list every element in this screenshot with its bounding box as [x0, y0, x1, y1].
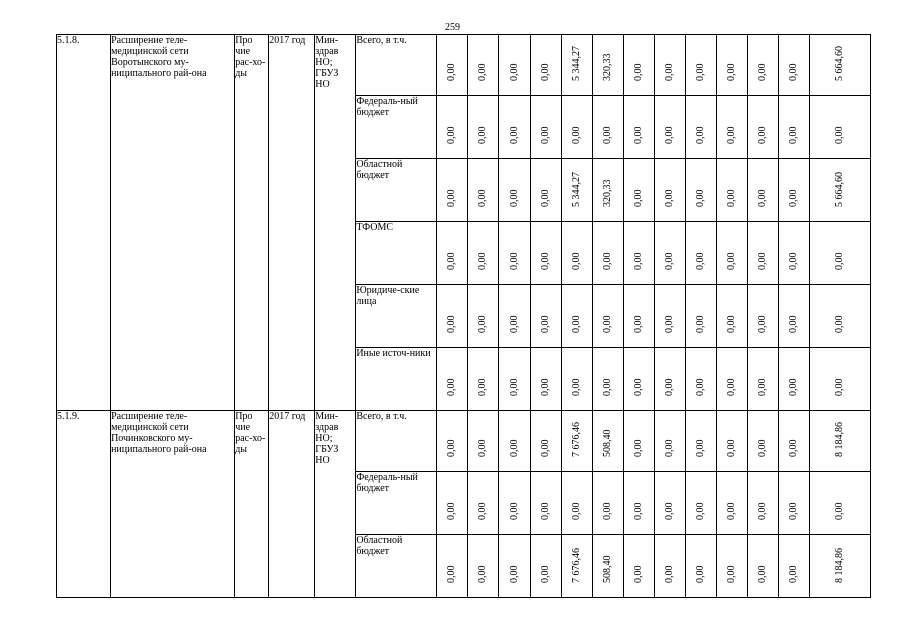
- value-cell: [778, 96, 809, 159]
- value-cell: [592, 35, 623, 96]
- value-text: 0,00: [725, 439, 737, 457]
- section-executor: Мин-здрав НО; ГБУЗ НО: [315, 35, 356, 411]
- value-cell: [778, 472, 809, 535]
- funding-source: Всего, в т.ч.: [356, 411, 437, 472]
- value-cell: [778, 411, 809, 472]
- value-text: 7 676,46: [570, 548, 582, 583]
- value-cell: [468, 96, 499, 159]
- value-text: 0,00: [601, 252, 613, 270]
- value-cell: [499, 222, 530, 285]
- budget-table: [56, 34, 871, 598]
- page-number: 259: [445, 22, 460, 33]
- value-text: 0,00: [663, 502, 675, 520]
- value-cell: [747, 96, 778, 159]
- value-cell: [592, 285, 623, 348]
- value-cell: [561, 472, 592, 535]
- value-cell: [468, 411, 499, 472]
- value-text: 0,00: [508, 63, 520, 81]
- value-cell: [809, 411, 870, 472]
- value-cell: [747, 159, 778, 222]
- value-cell: [685, 348, 716, 411]
- funding-source: Всего, в т.ч.: [356, 35, 437, 96]
- value-cell: [716, 411, 747, 472]
- value-cell: [809, 285, 870, 348]
- value-cell: [654, 35, 685, 96]
- value-text: 0,00: [663, 439, 675, 457]
- table-row: [57, 411, 871, 472]
- value-cell: [530, 348, 561, 411]
- value-cell: [716, 222, 747, 285]
- value-cell: [809, 535, 870, 598]
- value-text: 0,00: [725, 502, 737, 520]
- value-text: 0,00: [694, 189, 706, 207]
- value-cell: [468, 285, 499, 348]
- value-cell: [468, 472, 499, 535]
- value-cell: [654, 222, 685, 285]
- value-cell: [716, 348, 747, 411]
- value-text: 0,00: [694, 252, 706, 270]
- value-cell: [499, 35, 530, 96]
- value-text: 0,00: [725, 565, 737, 583]
- value-cell: [530, 35, 561, 96]
- value-text: 0,00: [539, 378, 551, 396]
- funding-source: Областной бюджет: [356, 159, 437, 222]
- value-text: 0,00: [477, 63, 489, 81]
- value-cell: [561, 285, 592, 348]
- value-text: 0,00: [756, 315, 768, 333]
- value-text: 0,00: [508, 189, 520, 207]
- value-text: 0,00: [756, 189, 768, 207]
- section-name: Расширение теле-медицинской сети Воротынского му-ниципального рай-она: [111, 35, 235, 411]
- value-cell: [778, 348, 809, 411]
- value-text: 0,00: [508, 252, 520, 270]
- value-cell: [809, 159, 870, 222]
- value-text: 0,00: [632, 252, 644, 270]
- value-text: 0,00: [570, 315, 582, 333]
- value-text: 0,00: [570, 252, 582, 270]
- value-cell: [623, 472, 654, 535]
- value-cell: [499, 535, 530, 598]
- value-text: 0,00: [477, 315, 489, 333]
- value-cell: [654, 285, 685, 348]
- value-cell: [592, 222, 623, 285]
- value-text: 0,00: [508, 439, 520, 457]
- value-cell: [499, 348, 530, 411]
- value-cell: [499, 96, 530, 159]
- value-cell: [685, 285, 716, 348]
- value-cell: [530, 411, 561, 472]
- value-text: 0,00: [833, 252, 845, 270]
- value-text: 0,00: [508, 126, 520, 144]
- value-cell: [778, 222, 809, 285]
- value-text: 0,00: [632, 502, 644, 520]
- value-cell: [747, 535, 778, 598]
- value-cell: [561, 159, 592, 222]
- value-text: 0,00: [477, 439, 489, 457]
- value-text: 0,00: [446, 315, 458, 333]
- value-cell: [530, 96, 561, 159]
- section-name: Расширение теле-медицинской сети Починковского му-ниципального рай-она: [111, 411, 235, 598]
- funding-source: Федераль-ный бюджет: [356, 96, 437, 159]
- value-cell: [778, 285, 809, 348]
- value-cell: [716, 96, 747, 159]
- value-cell: [499, 159, 530, 222]
- value-text: 0,00: [694, 565, 706, 583]
- value-cell: [561, 96, 592, 159]
- value-cell: [654, 472, 685, 535]
- section-year: 2017 год: [269, 35, 315, 411]
- value-text: 0,00: [663, 252, 675, 270]
- value-text: 0,00: [663, 315, 675, 333]
- value-text: 0,00: [632, 378, 644, 396]
- value-text: 0,00: [756, 502, 768, 520]
- value-cell: [685, 159, 716, 222]
- value-cell: [623, 222, 654, 285]
- value-text: 0,00: [694, 378, 706, 396]
- value-text: 0,00: [539, 189, 551, 207]
- value-text: 0,00: [601, 378, 613, 396]
- value-text: 8 184,86: [833, 422, 845, 457]
- value-cell: [685, 222, 716, 285]
- value-cell: [437, 96, 468, 159]
- value-text: 0,00: [601, 315, 613, 333]
- value-cell: [437, 159, 468, 222]
- value-text: 0,00: [787, 252, 799, 270]
- value-text: 0,00: [725, 315, 737, 333]
- funding-source: Юридиче-ские лица: [356, 285, 437, 348]
- value-text: 0,00: [446, 126, 458, 144]
- value-text: 0,00: [663, 189, 675, 207]
- value-text: 0,00: [725, 63, 737, 81]
- value-text: 508,40: [601, 429, 613, 457]
- value-cell: [809, 472, 870, 535]
- value-text: 0,00: [756, 565, 768, 583]
- value-text: 0,00: [694, 126, 706, 144]
- value-text: 0,00: [725, 189, 737, 207]
- value-text: 0,00: [632, 126, 644, 144]
- value-text: 0,00: [833, 378, 845, 396]
- value-cell: [561, 222, 592, 285]
- value-cell: [685, 35, 716, 96]
- value-text: 0,00: [446, 565, 458, 583]
- value-text: 0,00: [508, 502, 520, 520]
- value-cell: [716, 35, 747, 96]
- value-cell: [561, 411, 592, 472]
- value-cell: [530, 285, 561, 348]
- value-text: 0,00: [787, 502, 799, 520]
- value-text: 0,00: [725, 378, 737, 396]
- value-cell: [747, 348, 778, 411]
- value-cell: [499, 285, 530, 348]
- value-cell: [468, 159, 499, 222]
- value-text: 0,00: [694, 502, 706, 520]
- value-text: 8 184,86: [833, 548, 845, 583]
- value-cell: [437, 348, 468, 411]
- value-cell: [685, 472, 716, 535]
- value-cell: [747, 472, 778, 535]
- value-text: 0,00: [601, 502, 613, 520]
- value-text: 0,00: [508, 315, 520, 333]
- value-text: 0,00: [570, 126, 582, 144]
- value-text: 0,00: [477, 565, 489, 583]
- value-text: 0,00: [539, 126, 551, 144]
- value-cell: [685, 96, 716, 159]
- value-text: 0,00: [833, 315, 845, 333]
- value-cell: [468, 348, 499, 411]
- value-cell: [623, 35, 654, 96]
- value-text: 0,00: [539, 63, 551, 81]
- value-text: 0,00: [539, 565, 551, 583]
- expense-type: Про чие рас-хо-ды: [235, 35, 269, 411]
- value-text: 5 344,27: [570, 172, 582, 207]
- value-text: 0,00: [446, 378, 458, 396]
- table-body: [57, 35, 871, 598]
- value-cell: [468, 35, 499, 96]
- value-text: 0,00: [632, 439, 644, 457]
- value-cell: [561, 35, 592, 96]
- value-text: 0,00: [539, 439, 551, 457]
- value-cell: [716, 472, 747, 535]
- value-cell: [437, 285, 468, 348]
- section-code: 5.1.8.: [57, 35, 111, 411]
- value-text: 0,00: [477, 378, 489, 396]
- value-text: 0,00: [694, 63, 706, 81]
- value-text: 0,00: [446, 502, 458, 520]
- section-year: 2017 год: [269, 411, 315, 598]
- value-text: 0,00: [787, 565, 799, 583]
- value-cell: [623, 159, 654, 222]
- value-text: 0,00: [787, 189, 799, 207]
- value-cell: [809, 96, 870, 159]
- value-cell: [623, 285, 654, 348]
- value-text: 0,00: [570, 502, 582, 520]
- value-cell: [747, 411, 778, 472]
- value-text: 0,00: [756, 126, 768, 144]
- value-text: 0,00: [601, 126, 613, 144]
- value-text: 0,00: [663, 565, 675, 583]
- value-text: 0,00: [787, 378, 799, 396]
- value-cell: [778, 535, 809, 598]
- table-row: [57, 35, 871, 96]
- expense-type: Про чие рас-хо-ды: [235, 411, 269, 598]
- value-text: 0,00: [446, 63, 458, 81]
- value-cell: [654, 348, 685, 411]
- value-cell: [592, 96, 623, 159]
- funding-source: Федераль-ный бюджет: [356, 472, 437, 535]
- value-cell: [716, 535, 747, 598]
- funding-source: Иные источ-ники: [356, 348, 437, 411]
- value-cell: [716, 159, 747, 222]
- value-cell: [530, 472, 561, 535]
- value-text: 0,00: [570, 378, 582, 396]
- value-text: 0,00: [539, 502, 551, 520]
- value-cell: [654, 159, 685, 222]
- value-cell: [685, 411, 716, 472]
- value-text: 0,00: [477, 502, 489, 520]
- value-cell: [468, 535, 499, 598]
- value-text: 0,00: [446, 189, 458, 207]
- value-cell: [654, 411, 685, 472]
- value-text: 0,00: [756, 63, 768, 81]
- value-text: 0,00: [663, 378, 675, 396]
- value-cell: [592, 472, 623, 535]
- value-cell: [809, 35, 870, 96]
- value-text: 5 344,27: [570, 46, 582, 81]
- funding-source: ТФОМС: [356, 222, 437, 285]
- value-cell: [592, 535, 623, 598]
- value-text: 0,00: [446, 252, 458, 270]
- value-cell: [592, 348, 623, 411]
- value-text: 0,00: [632, 189, 644, 207]
- value-cell: [623, 96, 654, 159]
- value-text: 0,00: [446, 439, 458, 457]
- value-cell: [530, 222, 561, 285]
- value-cell: [623, 535, 654, 598]
- value-cell: [592, 411, 623, 472]
- value-text: 320,33: [601, 53, 613, 81]
- value-text: 0,00: [477, 126, 489, 144]
- value-cell: [778, 159, 809, 222]
- section-executor: Мин-здрав НО; ГБУЗ НО: [315, 411, 356, 598]
- section-code: 5.1.9.: [57, 411, 111, 598]
- value-cell: [654, 535, 685, 598]
- value-text: 0,00: [694, 439, 706, 457]
- value-text: 7 676,46: [570, 422, 582, 457]
- value-cell: [468, 222, 499, 285]
- value-cell: [499, 411, 530, 472]
- value-text: 0,00: [694, 315, 706, 333]
- value-cell: [437, 472, 468, 535]
- value-cell: [499, 472, 530, 535]
- value-cell: [437, 222, 468, 285]
- value-text: 0,00: [787, 439, 799, 457]
- value-cell: [437, 411, 468, 472]
- value-text: 0,00: [787, 126, 799, 144]
- value-cell: [592, 159, 623, 222]
- value-text: 0,00: [725, 126, 737, 144]
- value-text: 0,00: [632, 63, 644, 81]
- value-cell: [747, 35, 778, 96]
- value-cell: [530, 535, 561, 598]
- value-text: 0,00: [508, 565, 520, 583]
- value-text: 0,00: [539, 252, 551, 270]
- value-cell: [623, 348, 654, 411]
- value-cell: [778, 35, 809, 96]
- value-cell: [561, 535, 592, 598]
- value-cell: [747, 285, 778, 348]
- value-text: 0,00: [725, 252, 737, 270]
- value-cell: [561, 348, 592, 411]
- value-text: 0,00: [508, 378, 520, 396]
- value-cell: [654, 96, 685, 159]
- value-cell: [623, 411, 654, 472]
- value-cell: [437, 35, 468, 96]
- value-cell: [530, 159, 561, 222]
- value-text: 0,00: [477, 189, 489, 207]
- value-text: 0,00: [477, 252, 489, 270]
- value-cell: [437, 535, 468, 598]
- value-text: 0,00: [756, 378, 768, 396]
- value-text: 320,33: [601, 179, 613, 207]
- value-text: 0,00: [539, 315, 551, 333]
- value-text: 0,00: [756, 252, 768, 270]
- funding-source: Областной бюджет: [356, 535, 437, 598]
- value-cell: [716, 285, 747, 348]
- value-text: 5 664,60: [833, 172, 845, 207]
- value-text: 0,00: [833, 502, 845, 520]
- value-text: 0,00: [833, 126, 845, 144]
- value-text: 0,00: [787, 315, 799, 333]
- value-text: 0,00: [632, 565, 644, 583]
- value-cell: [809, 348, 870, 411]
- value-cell: [809, 222, 870, 285]
- value-text: 5 664,60: [833, 46, 845, 81]
- value-text: 0,00: [663, 63, 675, 81]
- value-text: 0,00: [632, 315, 644, 333]
- value-text: 0,00: [756, 439, 768, 457]
- value-text: 0,00: [787, 63, 799, 81]
- value-text: 0,00: [663, 126, 675, 144]
- value-cell: [747, 222, 778, 285]
- value-cell: [685, 535, 716, 598]
- value-text: 508,40: [601, 555, 613, 583]
